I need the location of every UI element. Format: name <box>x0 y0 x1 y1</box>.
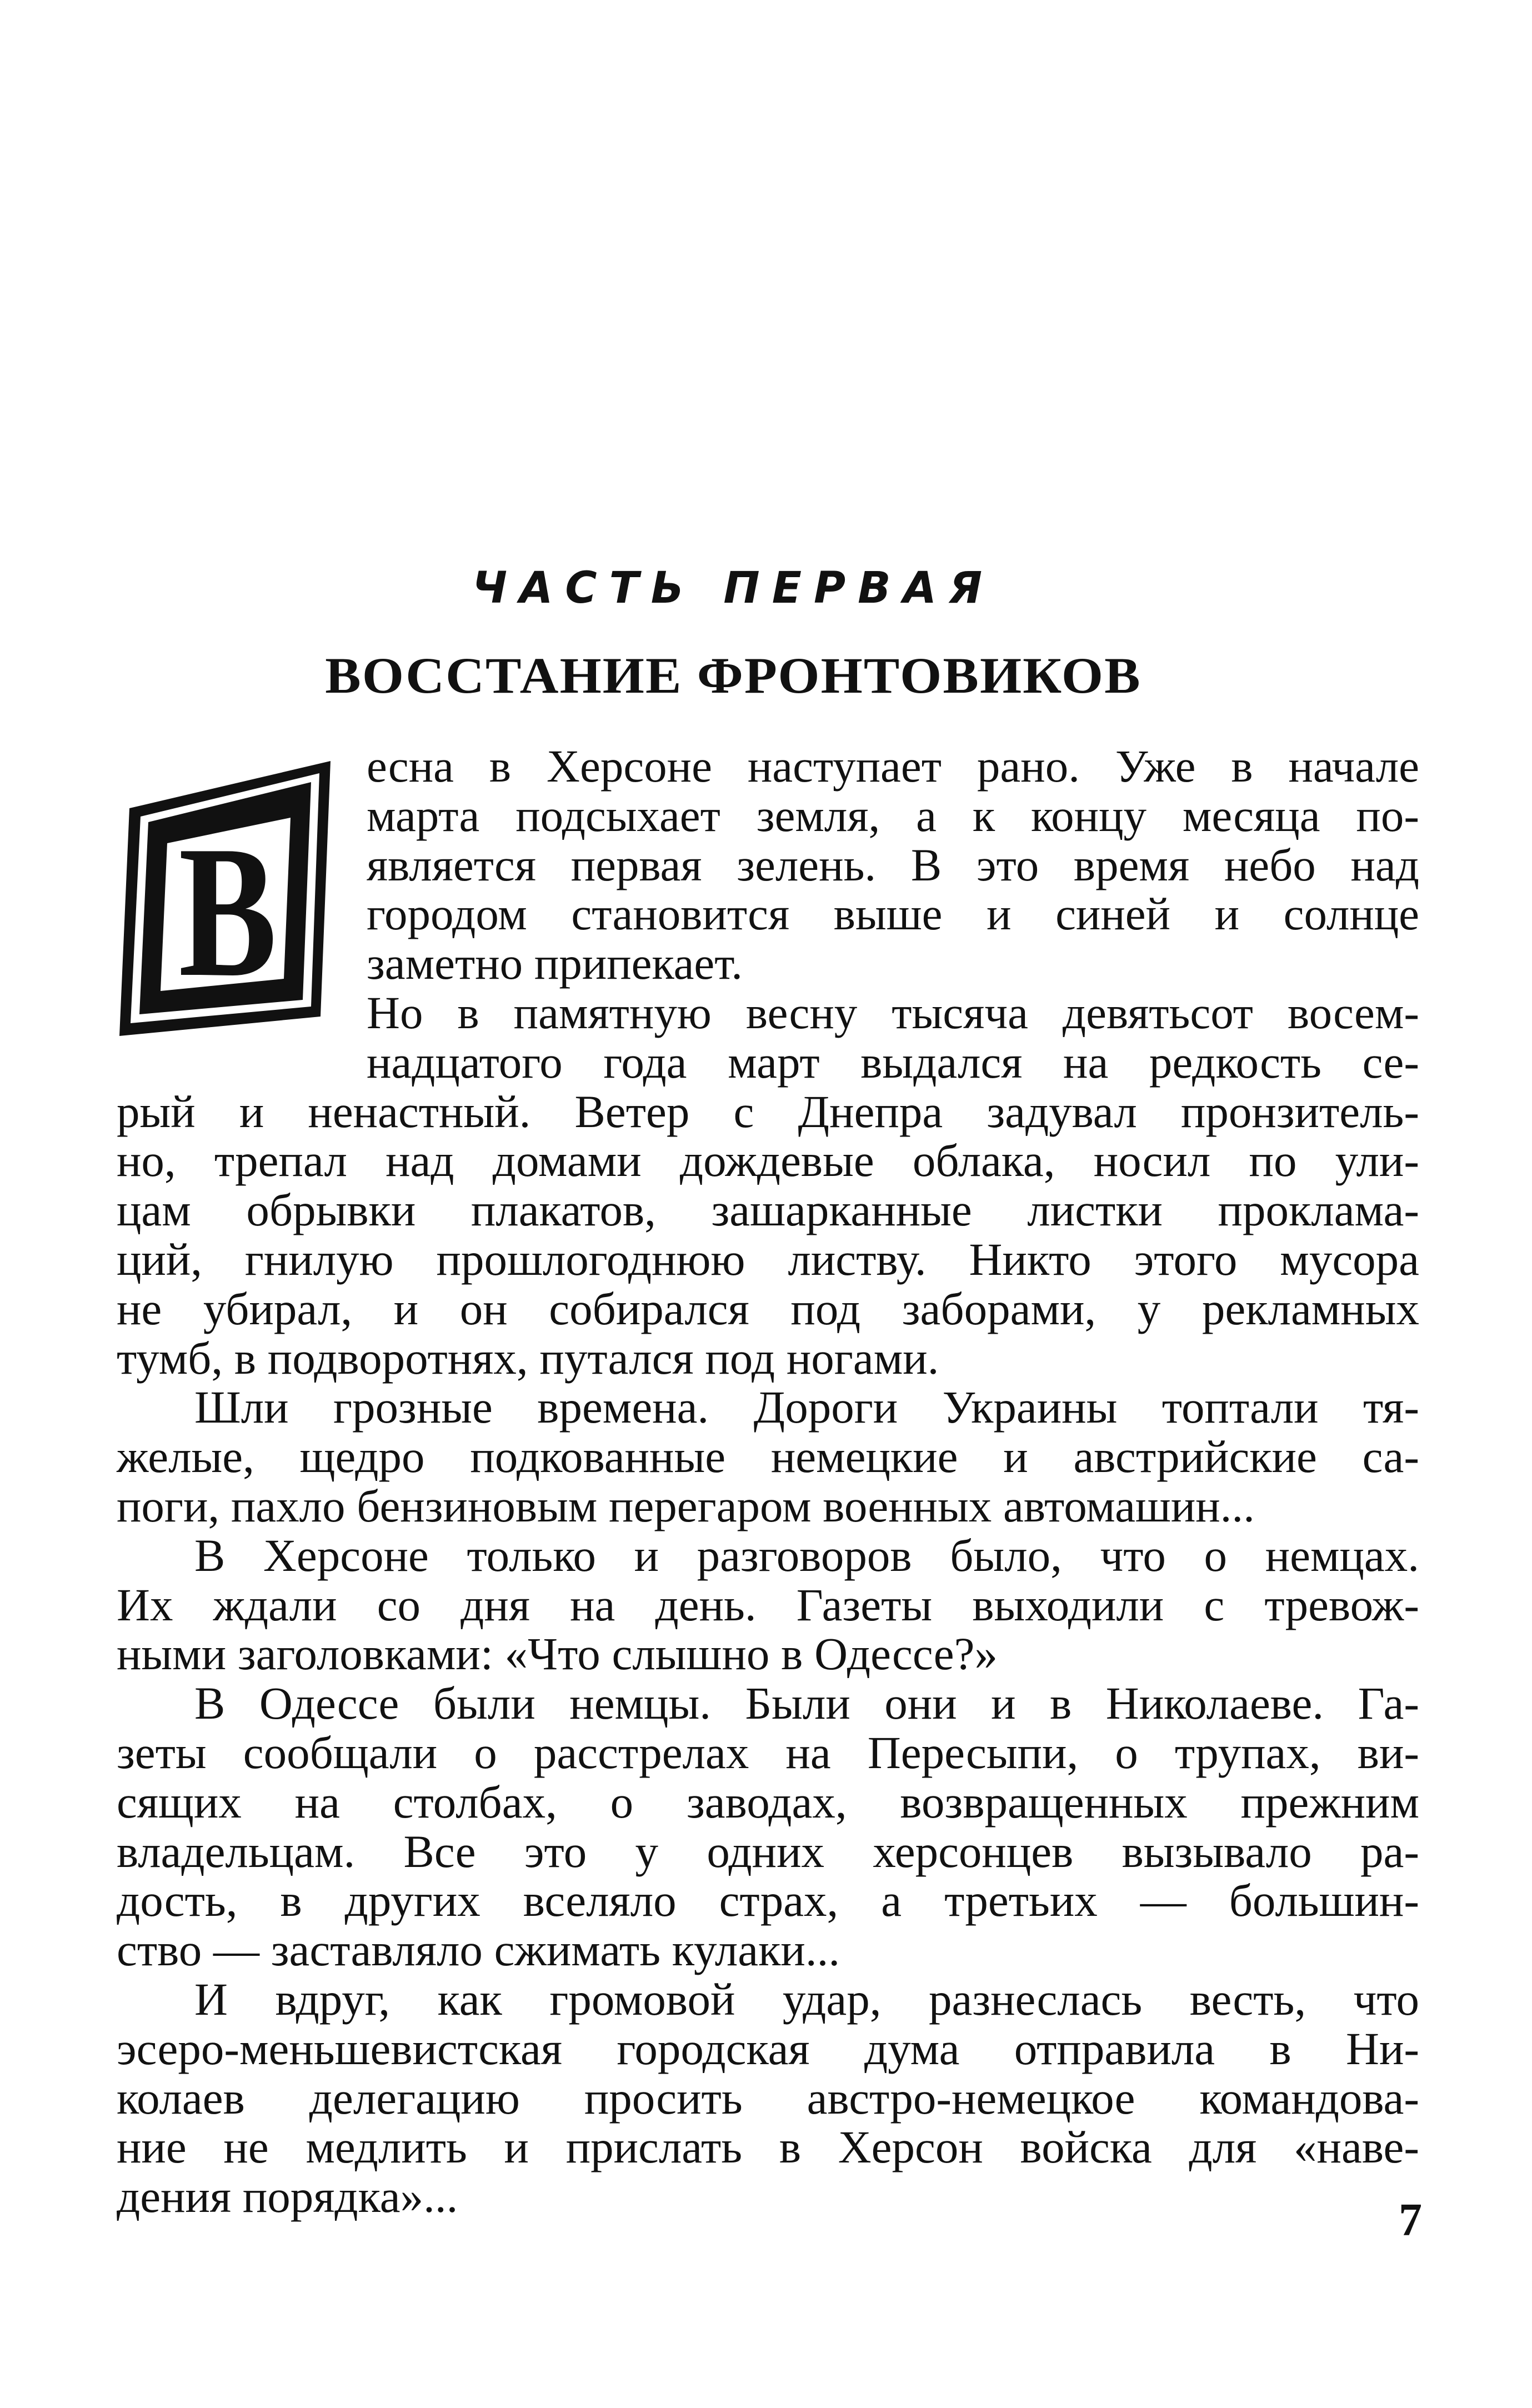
text-line: В Одессе были немцы. Были они и в Николаеве. Га- <box>194 1678 1419 1729</box>
text-line: цам обрывки плакатов, зашарканные листки проклама- <box>117 1184 1419 1236</box>
text-line: ние не медлить и прислать в Херсон войска для «наве- <box>117 2121 1419 2173</box>
text-line: дость, в других вселяло страх, а третьих — большин- <box>117 1875 1419 1926</box>
text-line: поги, пахло бензиновым перегаром военных автомашин... <box>117 1480 1255 1531</box>
text-line: И вдруг, как громовой удар, разнеслась весть, что <box>194 1973 1419 2025</box>
body-text <box>117 742 1419 2221</box>
text-line: не убирал, и он собирался под заборами, у рекламных <box>117 1283 1419 1334</box>
text-line: дения порядка»... <box>117 2171 458 2222</box>
text-line: городом становится выше и синей и солнце <box>367 888 1419 940</box>
text-line: желые, щедро подкованные немецкие и австрийские са- <box>117 1431 1419 1483</box>
part-title: ЧАСТЬ ПЕРВАЯ <box>472 563 995 613</box>
text-line: Их ждали со дня на день. Газеты выходили с тревож- <box>117 1579 1419 1630</box>
text-line: является первая зелень. В это время небо над <box>367 839 1419 890</box>
chapter-title: ВОССТАНИЕ ФРОНТОВИКОВ <box>325 647 1142 704</box>
text-line: заметно припекает. <box>367 938 743 989</box>
text-line: В Херсоне только и разговоров было, что о немцах. <box>194 1529 1419 1581</box>
text-line: надцатого года март выдался на редкость се- <box>367 1036 1419 1088</box>
text-line: Но в памятную весну тысяча девятьсот восем- <box>367 987 1419 1038</box>
text-line: зеты сообщали о расстрелах на Пересыпи, о трупах, ви- <box>117 1726 1419 1778</box>
text-line: рый и ненастный. Ветер с Днепра задувал пронзитель- <box>117 1085 1419 1137</box>
text-line: эсеро-меньшевистская городская дума отправила в Ни- <box>117 2022 1419 2074</box>
text-line: владельцам. Все это у одних херсонцев вызывало ра- <box>117 1825 1419 1877</box>
text-line: тумб, в подворотнях, путался под ногами. <box>117 1332 939 1384</box>
text-line: сящих на столбах, о заводах, возвращенных прежним <box>117 1776 1419 1828</box>
text-line: ций, гнилую прошлогоднюю листву. Никто этого мусора <box>117 1233 1419 1285</box>
text-line: но, трепал над домами дождевые облака, носил по ули- <box>117 1135 1419 1187</box>
page-number: 7 <box>1399 2194 1422 2246</box>
text-line: ными заголовками: «Что слышно в Одессе?» <box>117 1628 998 1680</box>
text-line: ство — заставляло сжимать кулаки... <box>117 1924 840 1976</box>
dropcap-letter: В <box>178 806 277 1016</box>
text-line: Шли грозные времена. Дороги Украины топтали тя- <box>194 1381 1419 1433</box>
text-line: марта подсыхает земля, а к концу месяца по- <box>367 789 1419 841</box>
text-line: есна в Херсоне наступает рано. Уже в начале <box>367 740 1419 792</box>
text-line: колаев делегацию просить австро-немецкое командова- <box>117 2072 1419 2124</box>
